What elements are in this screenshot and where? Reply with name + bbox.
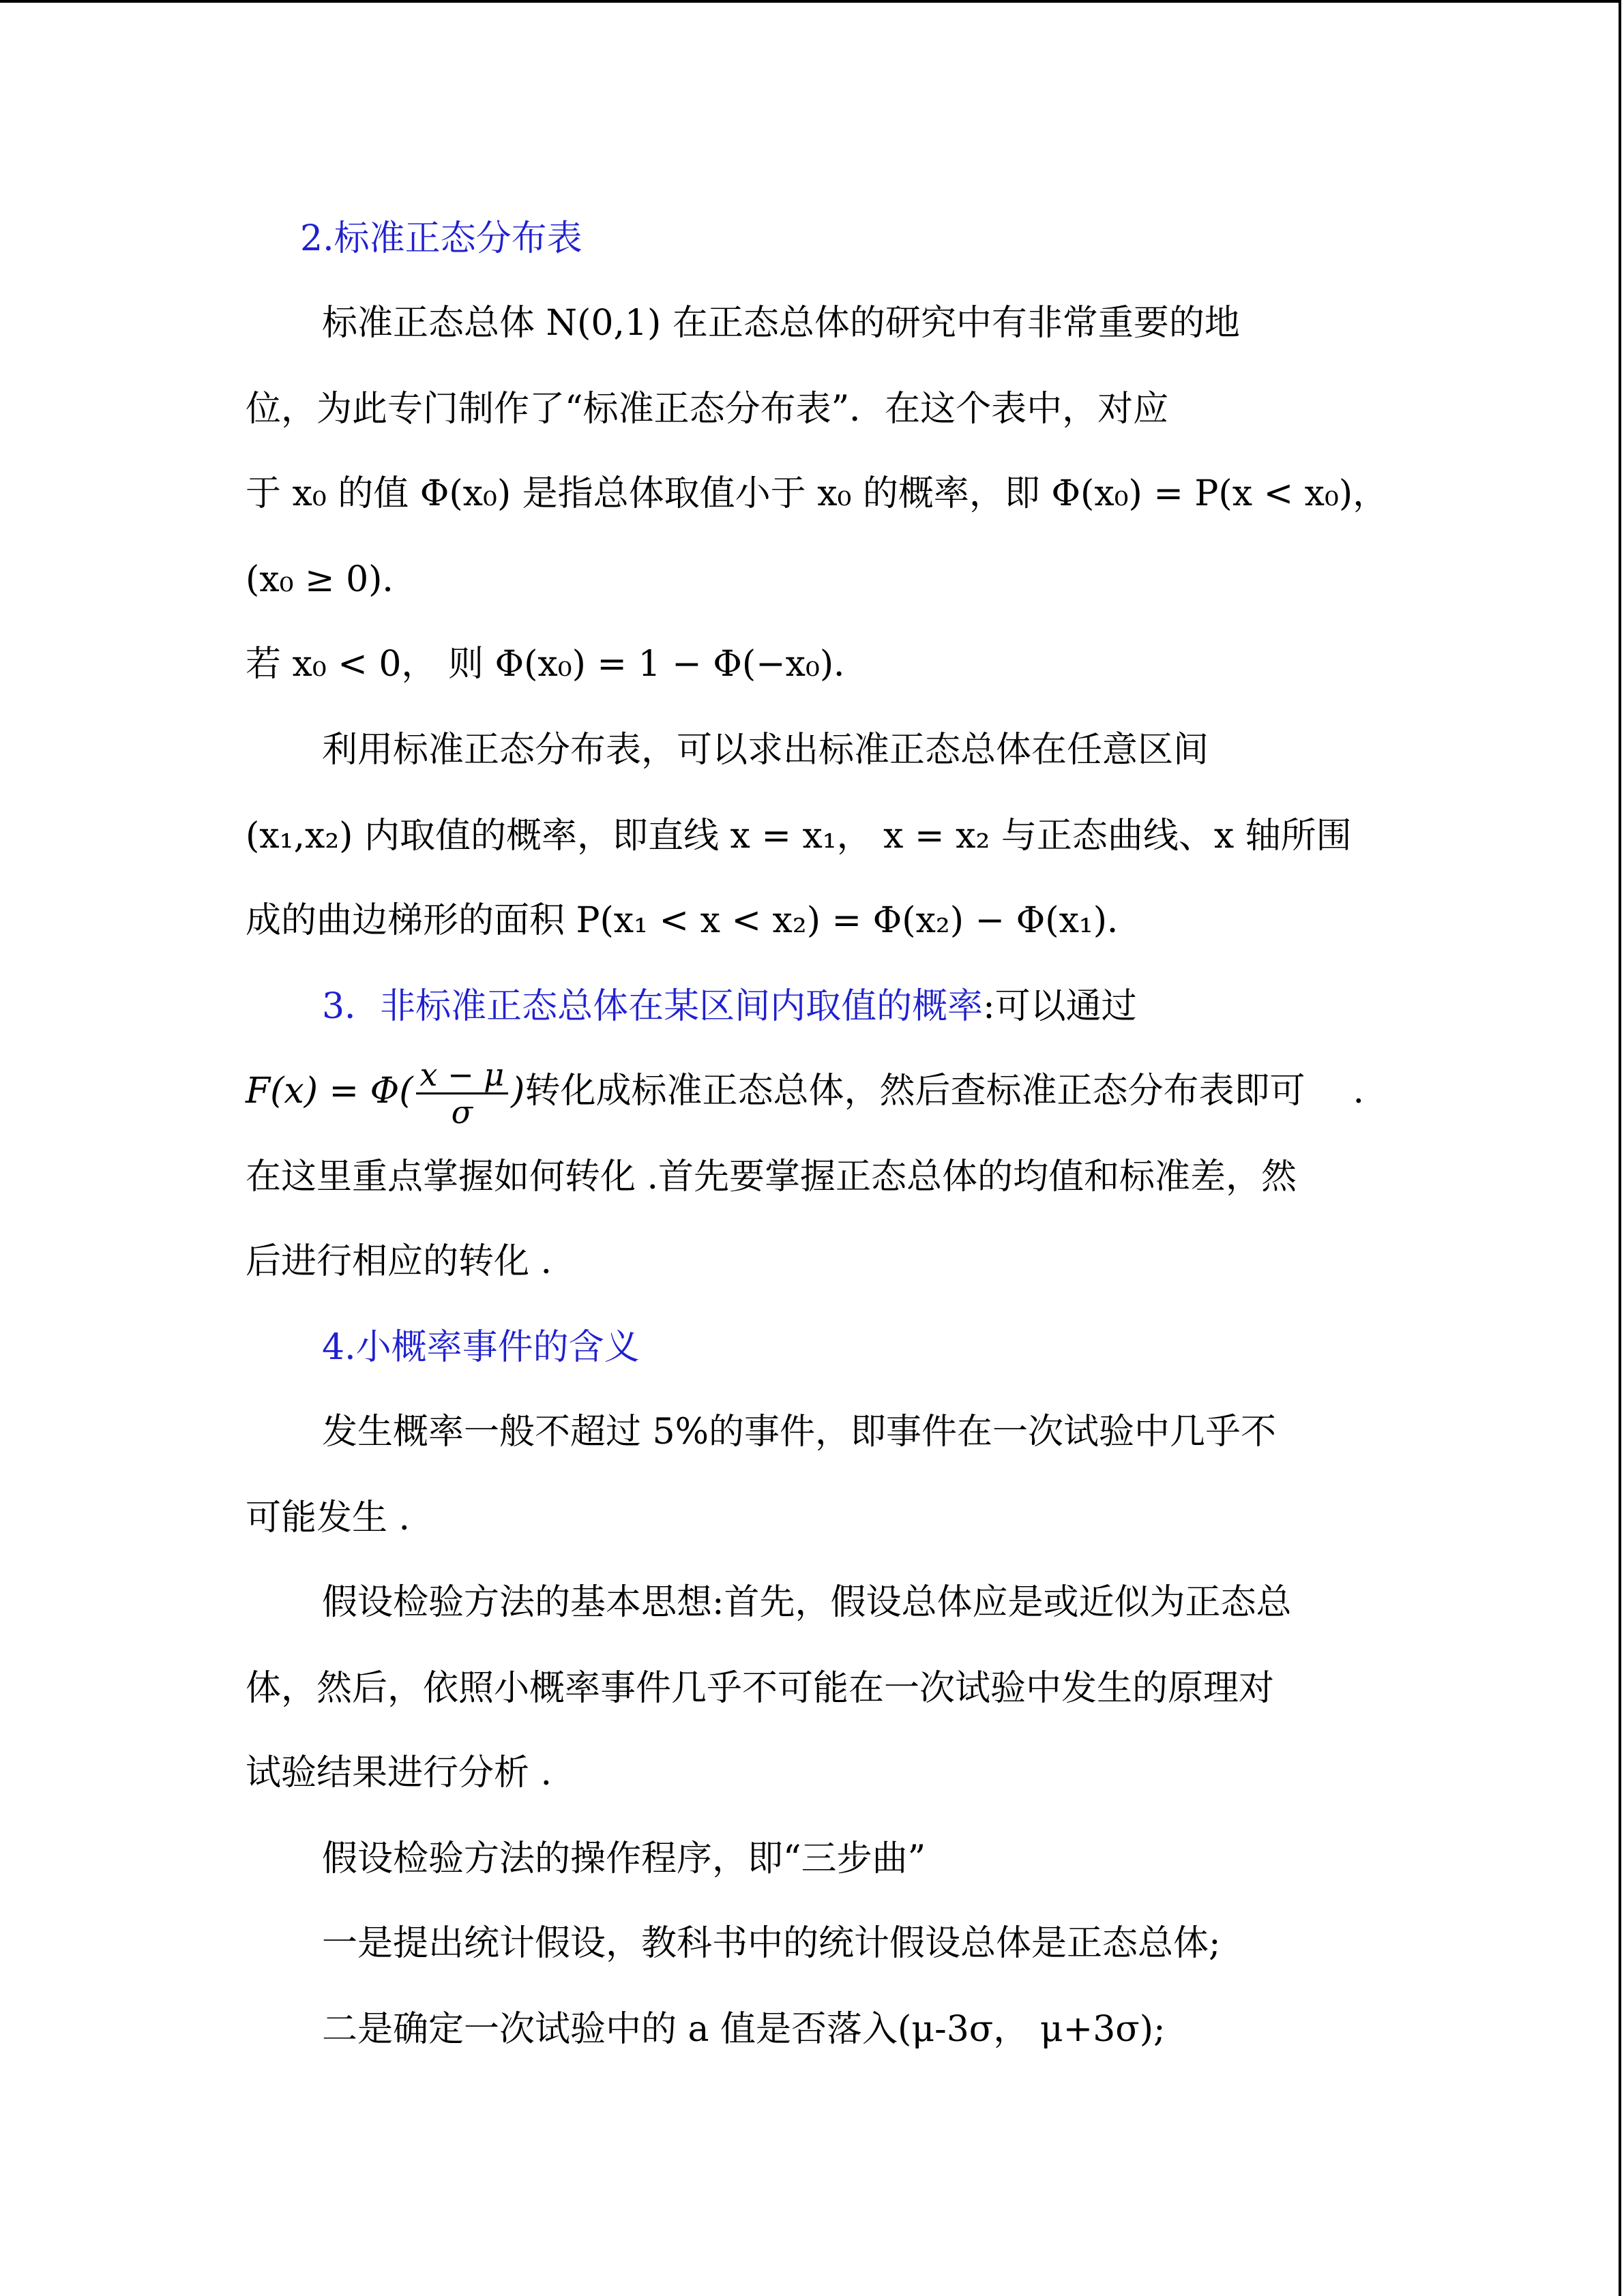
paragraph-line: (x₀ ≥ 0)． [246, 559, 418, 600]
paragraph-line: 标准正态总体 N(0,1) 在正态总体的研究中有非常重要的地 [322, 303, 1240, 344]
paragraph-line: 若 x₀ < 0， 则 Φ(x₀) = 1 − Φ(−x₀)． [246, 644, 870, 685]
paragraph-line: 试验结果进行分析 . [246, 1753, 552, 1793]
paragraph-line: (x₁,x₂) 内取值的概率，即直线 x = x₁， x = x₂ 与正态曲线、x 轴所围 [246, 816, 1352, 856]
section-2-heading: 2.标准正态分布表 [300, 218, 582, 259]
section-4-heading: 4.小概率事件的含义 [322, 1327, 640, 1368]
paragraph-line: 体，然后，依照小概率事件几乎不可能在一次试验中发生的原理对 [246, 1668, 1275, 1709]
paragraph-line: 位，为此专门制作了“标准正态分布表”．在这个表中，对应 [246, 389, 1169, 430]
formula-line [246, 1050, 1391, 1132]
paragraph-line: 成的曲边梯形的面积 P(x₁ < x < x₂) = Φ(x₂) − Φ(x₁)． [246, 900, 1143, 941]
formula-denominator: σ [451, 1094, 473, 1131]
formula-line-period: . [1353, 1071, 1364, 1112]
section-3-heading: 3．非标准正态总体在某区间内取值的概率 [322, 986, 984, 1027]
section-3-heading-line [322, 985, 1468, 1028]
formula-numerator: x − μ [416, 1057, 509, 1094]
formula-rhs: ) [511, 1071, 525, 1112]
paragraph-line: 发生概率一般不超过 5%的事件，即事件在一次试验中几乎不 [322, 1412, 1277, 1452]
formula-fraction [416, 1057, 509, 1130]
paragraph-line: 在这里重点掌握如何转化 .首先要掌握正态总体的均值和标准差，然 [246, 1157, 1297, 1197]
paragraph-line: 利用标准正态分布表，可以求出标准正态总体在任意区间 [322, 730, 1209, 771]
paragraph-line: 后进行相应的转化 . [246, 1241, 552, 1282]
list-item: 一是提出统计假设，教科书中的统计假设总体是正态总体; [322, 1923, 1221, 1964]
formula-line-text: 转化成标准正态总体，然后查标准正态分布表即可 [525, 1071, 1305, 1112]
paragraph-line: 假设检验方法的操作程序，即“三步曲” [322, 1838, 926, 1879]
section-3-heading-tail: :可以通过 [983, 986, 1137, 1027]
paragraph-line: 可能发生 . [246, 1497, 411, 1538]
formula-lhs: F(x) = Φ( [246, 1071, 413, 1112]
list-item: 二是确定一次试验中的 a 值是否落入(μ-3σ， μ+3σ); [322, 2009, 1166, 2050]
paragraph-line: 于 x₀ 的值 Φ(x₀) 是指总体取值小于 x₀ 的概率，即 Φ(x₀) = P(x < x₀)， [246, 473, 1389, 514]
paragraph-line: 假设检验方法的基本思想:首先，假设总体应是或近似为正态总 [322, 1582, 1292, 1623]
